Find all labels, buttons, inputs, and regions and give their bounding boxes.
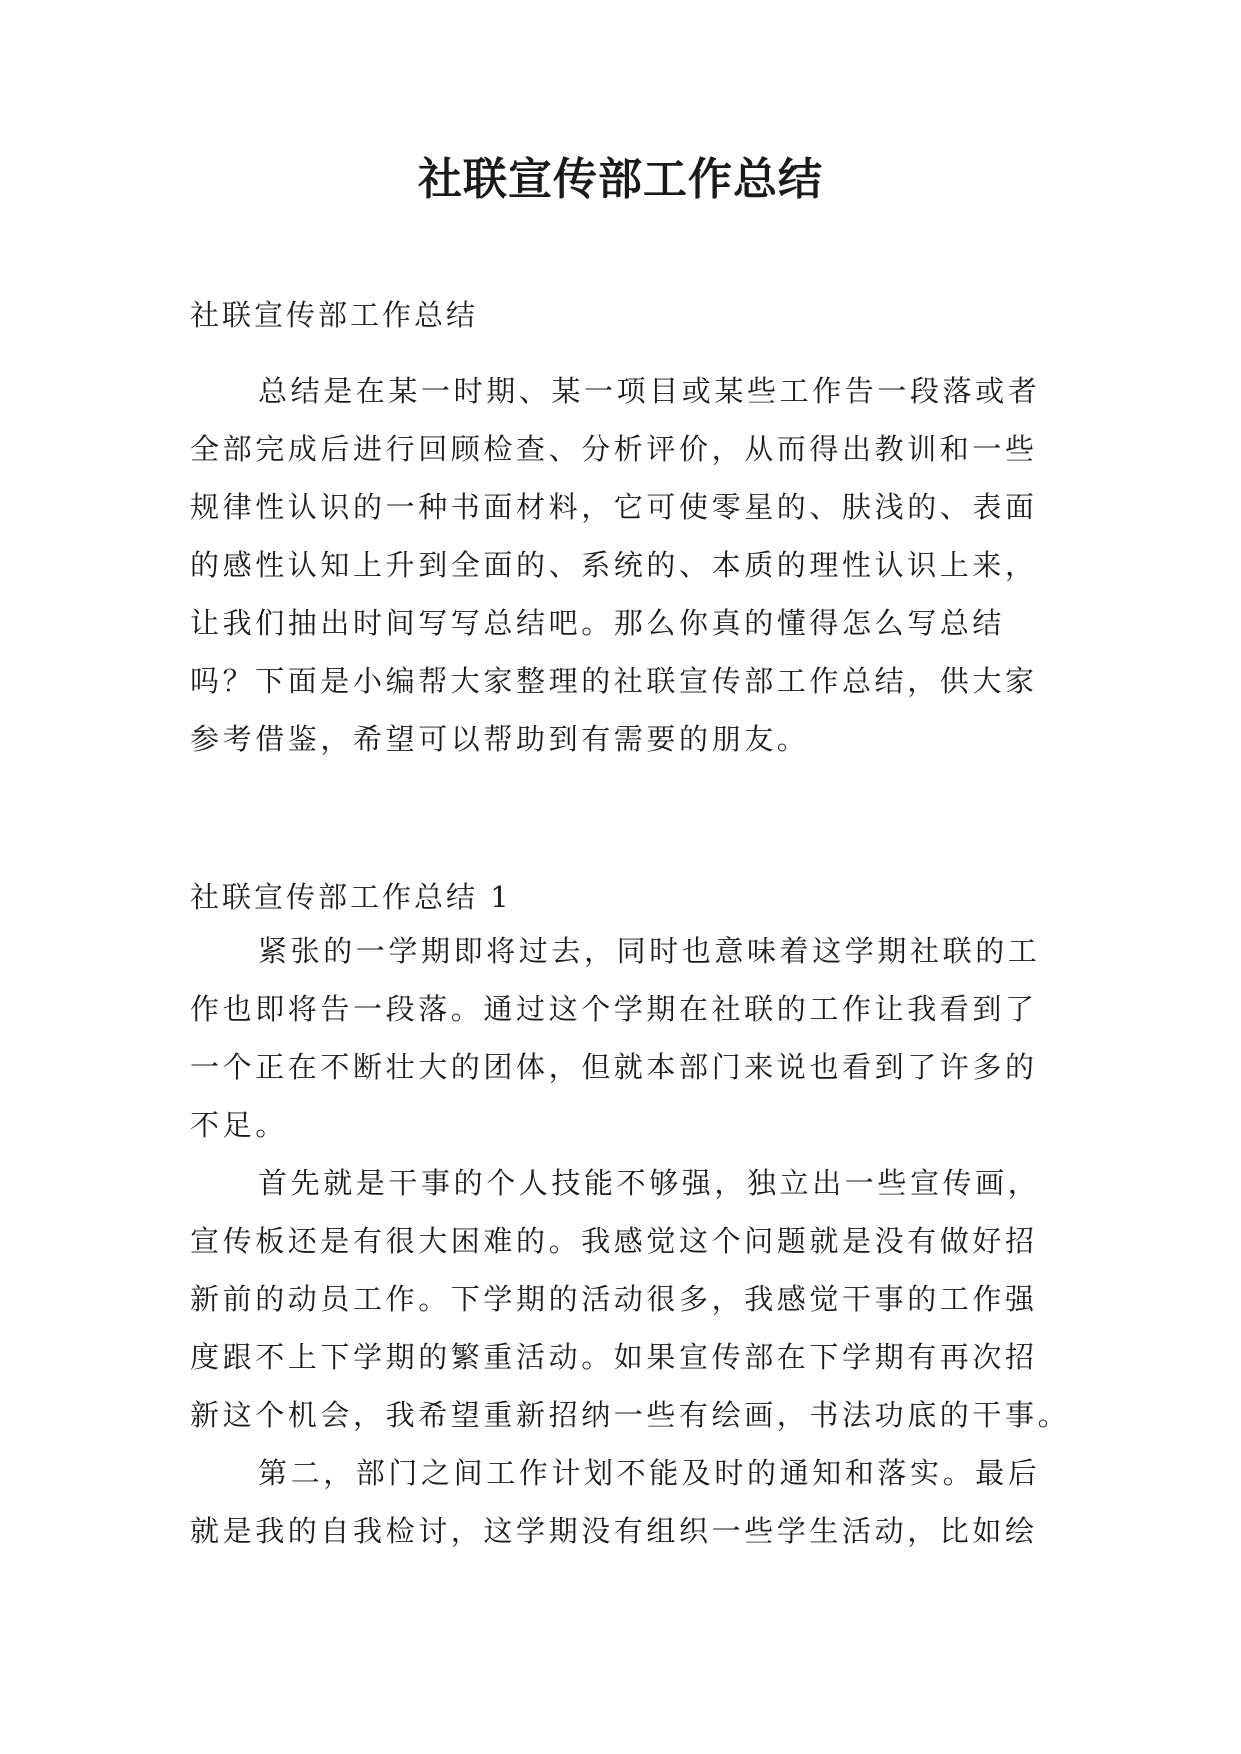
- paragraph-line: 新这个机会，我希望重新招纳一些有绘画，书法功底的干事。: [190, 1398, 1071, 1432]
- paragraph-line: 规律性认识的一种书面材料，它可使零星的、肤浅的、表面: [190, 490, 1038, 524]
- intro-paragraph: [190, 362, 1050, 768]
- paragraph-line: 首先就是干事的个人技能不够强，独立出一些宣传画，: [258, 1166, 1041, 1200]
- paragraph-line: 不足。: [190, 1108, 288, 1142]
- paragraph-line: 的感性认知上升到全面的、系统的、本质的理性认识上来，: [190, 548, 1038, 582]
- paragraph-line: 吗？下面是小编帮大家整理的社联宣传部工作总结，供大家: [190, 664, 1038, 698]
- section1-paragraph-2: [190, 1154, 1071, 1444]
- paragraph-line: 宣传板还是有很大困难的。我感觉这个问题就是没有做好招: [190, 1224, 1038, 1258]
- paragraph-line: 总结是在某一时期、某一项目或某些工作告一段落或者: [258, 374, 1041, 408]
- document-title: 社联宣传部工作总结: [418, 154, 823, 205]
- section1-paragraph-3: [190, 1444, 1050, 1560]
- paragraph-line: 让我们抽出时间写写总结吧。那么你真的懂得怎么写总结: [190, 606, 1006, 640]
- paragraph-line: 度跟不上下学期的繁重活动。如果宣传部在下学期有再次招: [190, 1340, 1038, 1374]
- section1-paragraph-1: [190, 922, 1050, 1154]
- document-subtitle: 社联宣传部工作总结: [190, 298, 479, 332]
- paragraph-line: 就是我的自我检讨，这学期没有组织一些学生活动，比如绘: [190, 1514, 1038, 1548]
- paragraph-line: 一个正在不断壮大的团体，但就本部门来说也看到了许多的: [190, 1050, 1038, 1084]
- paragraph-line: 第二，部门之间工作计划不能及时的通知和落实。最后: [258, 1456, 1041, 1490]
- paragraph-line: 紧张的一学期即将过去，同时也意味着这学期社联的工: [258, 934, 1041, 968]
- section-heading: 社联宣传部工作总结 1: [190, 880, 512, 914]
- paragraph-line: 新前的动员工作。下学期的活动很多，我感觉干事的工作强: [190, 1282, 1038, 1316]
- paragraph-line: 参考借鉴，希望可以帮助到有需要的朋友。: [190, 722, 810, 756]
- paragraph-line: 作也即将告一段落。通过这个学期在社联的工作让我看到了: [190, 992, 1038, 1026]
- paragraph-line: 全部完成后进行回顾检查、分析评价，从而得出教训和一些: [190, 432, 1038, 466]
